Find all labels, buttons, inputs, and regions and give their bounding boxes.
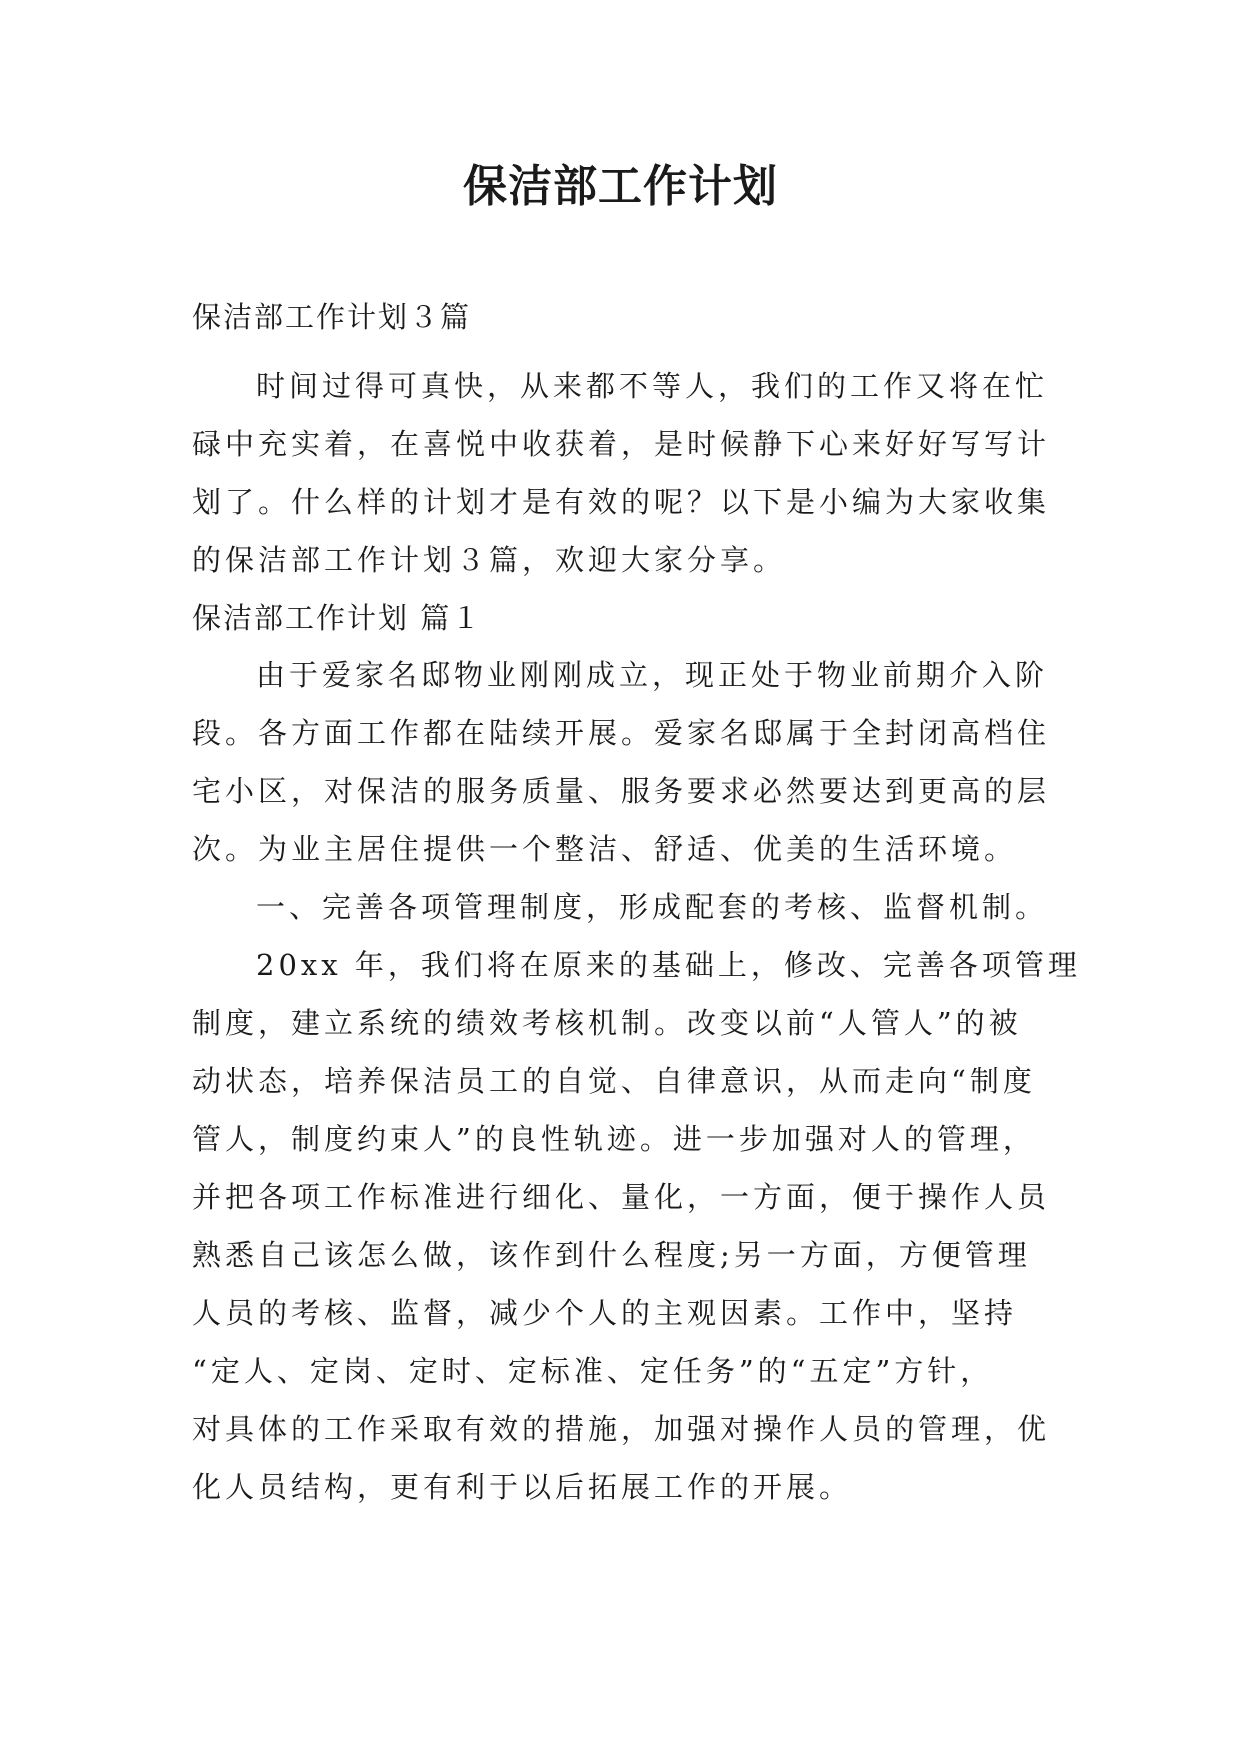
intro-line: 的保洁部工作计划３篇，欢迎大家分享。 <box>192 543 787 577</box>
paragraph-2-line: 对具体的工作采取有效的措施，加强对操作人员的管理，优 <box>192 1412 1051 1446</box>
section-heading <box>192 589 482 647</box>
paragraph-2-line: 20xx 年，我们将在原来的基础上，修改、完善各项管理 <box>256 948 1081 982</box>
paragraph-2-line: 动状态，培养保洁员工的自觉、自律意识，从而走向“制度 <box>192 1064 1036 1098</box>
intro-line: 时间过得可真快，从来都不等人，我们的工作又将在忙 <box>256 369 1049 403</box>
paragraph-2-line: 管人，制度约束人”的良性轨迹。进一步加强对人的管理， <box>192 1122 1036 1156</box>
document-title: 保洁部工作计划 <box>463 161 778 212</box>
paragraph-1 <box>192 646 1050 878</box>
paragraph-2-line: 熟悉自己该怎么做，该作到什么程度;另一方面，方便管理 <box>192 1238 1031 1272</box>
paragraph-1-line: 宅小区，对保洁的服务质量、服务要求必然要达到更高的层 <box>192 774 1051 808</box>
document-subtitle: 保洁部工作计划３篇 <box>192 300 472 334</box>
paragraph-2-line: “定人、定岗、定时、定标准、定任务”的“五定”方针， <box>192 1354 994 1388</box>
paragraph-1-line: 由于爱家名邸物业刚刚成立，现正处于物业前期介入阶 <box>256 658 1049 692</box>
paragraph-2-line: 并把各项工作标准进行细化、量化，一方面，便于操作人员 <box>192 1180 1051 1214</box>
paragraph-1-line: 次。为业主居住提供一个整洁、舒适、优美的生活环境。 <box>192 832 1018 866</box>
point-1-heading <box>192 878 1048 936</box>
paragraph-1-line: 段。各方面工作都在陆续开展。爱家名邸属于全封闭高档住 <box>192 716 1051 750</box>
paragraph-2-line: 化人员结构，更有利于以后拓展工作的开展。 <box>192 1470 853 1504</box>
paragraph-2-line: 人员的考核、监督，减少个人的主观因素。工作中，坚持 <box>192 1296 1018 1330</box>
intro-paragraph <box>192 357 1050 589</box>
intro-line: 碌中充实着，在喜悦中收获着，是时候静下心来好好写写计 <box>192 427 1051 461</box>
intro-line: 划了。什么样的计划才是有效的呢？以下是小编为大家收集 <box>192 485 1051 519</box>
section-heading-text: 保洁部工作计划 篇１ <box>192 601 483 635</box>
paragraph-2-line: 制度，建立系统的绩效考核机制。改变以前“人管人”的被 <box>192 1006 1022 1040</box>
paragraph-2 <box>192 936 1081 1516</box>
point-1-heading-text: 一、完善各项管理制度，形成配套的考核、监督机制。 <box>256 890 1049 924</box>
